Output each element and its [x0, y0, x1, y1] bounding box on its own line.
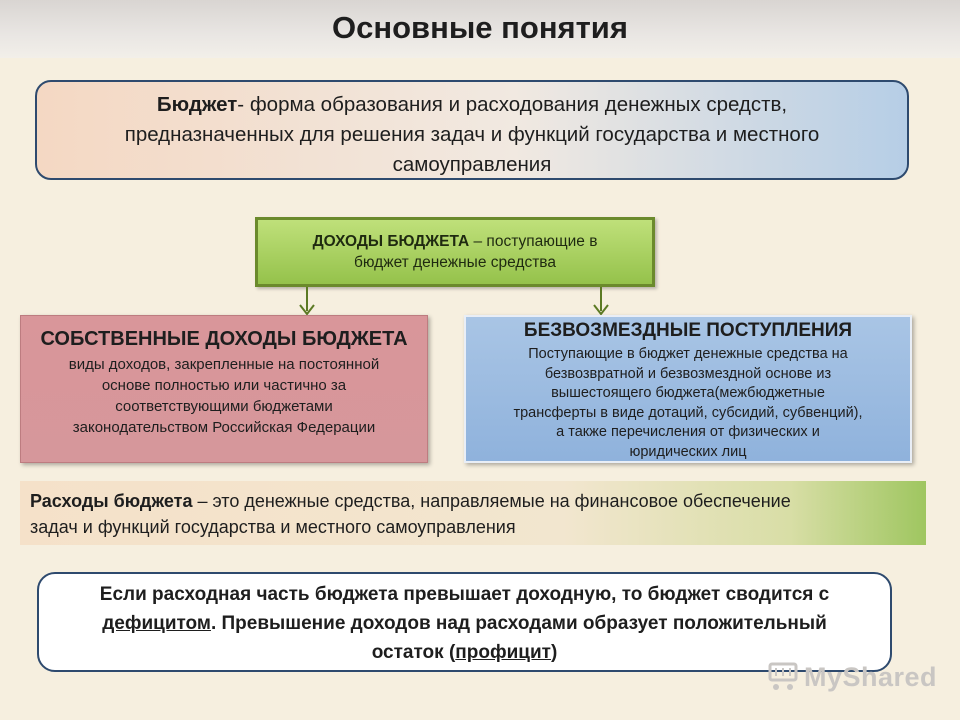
own-income-line: законодательством Российская Федерации	[72, 419, 376, 436]
definition-line-3: самоуправления	[392, 153, 552, 176]
free-receipts-box	[464, 315, 912, 463]
expenses-line-1	[30, 488, 916, 514]
definition-term: Бюджет	[156, 93, 238, 116]
own-income-line: виды доходов, закрепленные на постоянной	[68, 356, 380, 373]
expenses-term: Расходы бюджета	[30, 491, 193, 511]
income-text-1: – поступающие в	[469, 233, 598, 250]
deficit-line-3-end: )	[550, 642, 558, 663]
own-income-box	[20, 315, 428, 463]
deficit-line-1: Если расходная часть бюджета превышает доходную, то бюджет сводится с	[99, 584, 830, 605]
deficit-line-2-text: . Превышение доходов над расходами образует положительный	[210, 613, 827, 634]
myshared-logo	[766, 656, 938, 700]
budget-expenses-box	[20, 481, 926, 545]
own-income-line: основе полностью или частично за	[101, 377, 347, 394]
deficit-line-3	[39, 638, 890, 667]
deficit-line-2	[39, 609, 890, 638]
free-receipts-line: безвозвратной и безвозмездной основе из	[544, 365, 832, 382]
definition-line-1	[37, 90, 907, 120]
free-receipts-title: БЕЗВОЗМЕЗДНЫЕ ПОСТУПЛЕНИЯ	[523, 320, 853, 341]
deficit-box	[37, 572, 892, 672]
own-income-text	[21, 354, 427, 438]
expenses-line-2: задач и функций государства и местного самоуправления	[30, 517, 516, 537]
income-line-1	[258, 231, 652, 252]
surplus-word: профицит	[455, 642, 551, 663]
budget-income-box	[255, 217, 655, 287]
own-income-line: соответствующими бюджетами	[115, 398, 333, 415]
title-bar	[0, 0, 960, 58]
free-receipts-line: вышестоящего бюджета(межбюджетные	[551, 385, 825, 401]
own-income-title: СОБСТВЕННЫЕ ДОХОДЫ БЮДЖЕТА	[40, 328, 408, 350]
slide-title: Основные понятия	[332, 10, 628, 45]
income-line-2: бюджет денежные средства	[354, 254, 556, 271]
arrow-down-right-icon	[592, 287, 610, 317]
free-receipts-text	[466, 345, 910, 462]
shopping-cart-icon	[766, 658, 802, 694]
expenses-text-1: – это денежные средства, направляемые на финансовое обеспечение	[192, 491, 791, 511]
deficit-word: дефицитом	[102, 613, 211, 634]
definition-line-2: предназначенных для решения задач и функций государства и местного	[124, 123, 820, 146]
free-receipts-line: юридических лиц	[629, 443, 747, 460]
definition-text-1: - форма образования и расходования денежных средств,	[237, 93, 788, 116]
income-term: ДОХОДЫ БЮДЖЕТА	[312, 233, 470, 250]
budget-definition-box	[35, 80, 909, 180]
logo-text: MyShared	[804, 662, 938, 692]
deficit-line-3-start: остаток (	[371, 642, 456, 663]
arrow-down-left-icon	[298, 287, 316, 317]
free-receipts-line: Поступающие в бюджет денежные средства на	[528, 346, 848, 362]
free-receipts-line: а также перечисления от физических и	[556, 424, 820, 440]
free-receipts-line: трансферты в виде дотаций, субсидий, субвенций),	[513, 404, 863, 421]
